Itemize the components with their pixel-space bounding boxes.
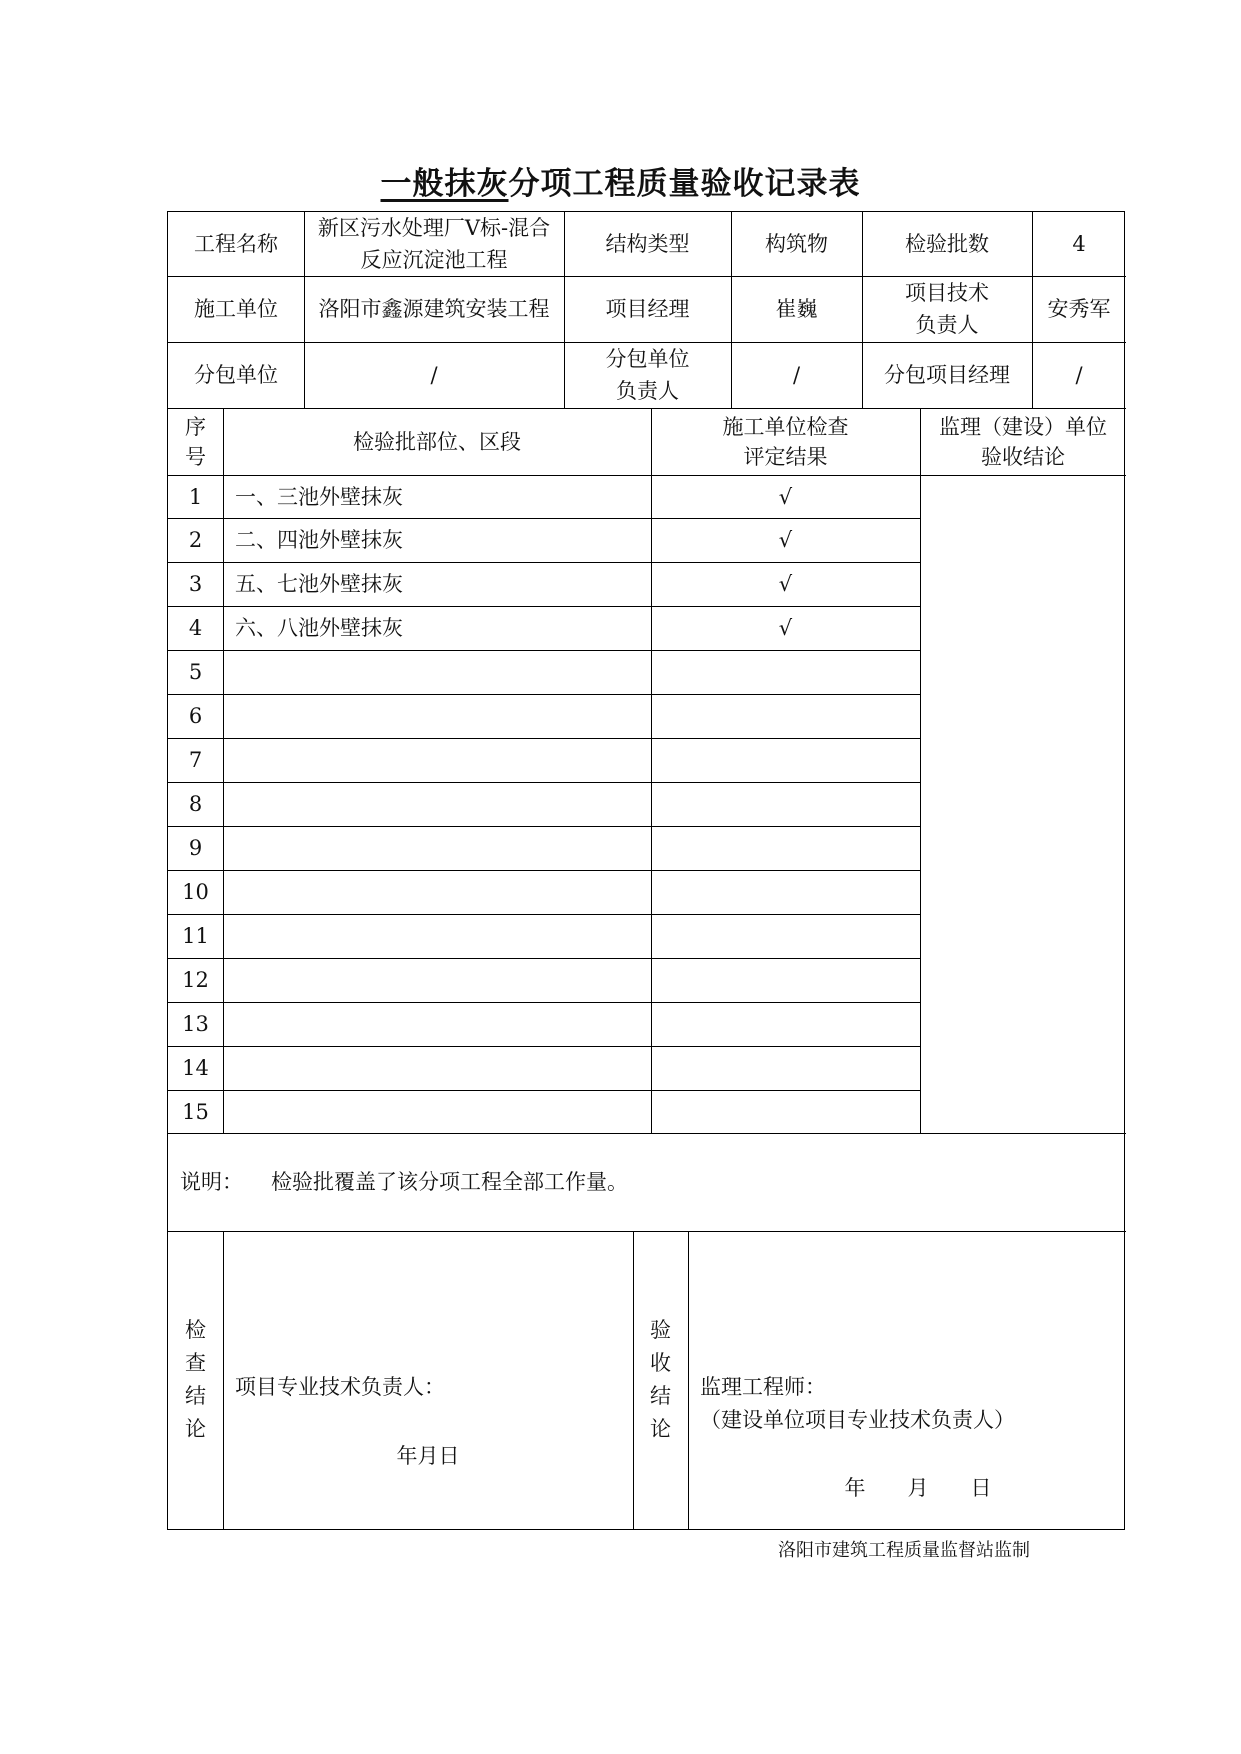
row-seq: 6 <box>188 704 203 728</box>
batch-count-value: 4 <box>1072 232 1086 256</box>
row-seq: 11 <box>182 924 209 948</box>
contractor-value: 洛阳市鑫源建筑安装工程 <box>318 297 550 321</box>
contractor-label: 施工单位 <box>194 297 278 321</box>
check-date: 年月日 <box>396 1444 460 1468</box>
check-signer: 项目专业技术负责人： <box>235 1375 445 1399</box>
row-seq: 10 <box>182 880 209 904</box>
row-result <box>651 826 920 870</box>
row-seq: 1 <box>188 484 203 509</box>
title-text: 分项工程质量验收记录表 <box>508 166 861 202</box>
row-location <box>223 826 651 870</box>
project-name-value: 新区污水处理厂Ⅴ标-混合反应沉淀池工程 <box>317 216 551 272</box>
row-seq: 5 <box>188 660 203 684</box>
col-location-header: 检验批部位、区段 <box>353 429 521 454</box>
col-check-header: 施工单位检查评定结果 <box>722 414 849 469</box>
subcontractor-value: / <box>430 363 438 387</box>
row-result <box>651 914 920 958</box>
note-label: 说明： <box>180 1170 243 1194</box>
row-result <box>651 738 920 782</box>
page-title <box>0 158 1241 203</box>
row-location <box>223 958 651 1002</box>
check-conclusion-label: 检查结论 <box>185 1318 206 1441</box>
sub-project-manager-value: / <box>1075 363 1083 387</box>
row-result: √ <box>778 572 793 596</box>
row-result <box>651 1002 920 1046</box>
structure-type-label: 结构类型 <box>605 232 690 256</box>
row-location <box>223 738 651 782</box>
row-location: 五、七池外壁抹灰 <box>235 572 403 596</box>
title-item-name: 一般抹灰 <box>380 166 509 202</box>
accept-signer-sub: （建设单位项目专业技术负责人） <box>700 1408 1015 1432</box>
accept-date: 年 月 日 <box>844 1476 992 1500</box>
row-result <box>651 1090 920 1133</box>
row-seq: 14 <box>182 1056 209 1080</box>
accept-signer: 监理工程师： <box>700 1375 826 1399</box>
footer-issuer: 洛阳市建筑工程质量监督站监制 <box>778 1540 1030 1561</box>
row-result: √ <box>778 484 793 509</box>
tech-lead-value: 安秀军 <box>1047 297 1111 321</box>
row-result <box>651 1046 920 1090</box>
col-acceptance-header: 监理（建设）单位验收结论 <box>939 414 1107 469</box>
row-location <box>223 1002 651 1046</box>
subcontractor-lead-value: / <box>792 363 801 387</box>
subcontractor-lead-label: 分包单位负责人 <box>605 347 690 403</box>
project-manager-value: 崔巍 <box>775 297 818 321</box>
accept-conclusion-label: 验收结论 <box>650 1318 671 1441</box>
tech-lead-label: 项目技术负责人 <box>905 281 989 337</box>
row-seq: 13 <box>182 1012 209 1036</box>
row-seq: 2 <box>188 528 203 552</box>
row-seq: 4 <box>188 616 203 640</box>
row-result <box>651 958 920 1002</box>
row-location <box>223 782 651 826</box>
row-seq: 9 <box>188 836 203 860</box>
row-result <box>651 694 920 738</box>
row-location <box>223 1090 651 1133</box>
subcontractor-label: 分包单位 <box>194 363 278 387</box>
structure-type-value: 构筑物 <box>765 232 828 256</box>
row-location <box>223 694 651 738</box>
row-location: 一、三池外壁抹灰 <box>235 484 403 509</box>
sub-project-manager-label: 分包项目经理 <box>884 363 1010 387</box>
row-location <box>223 870 651 914</box>
row-seq: 15 <box>182 1099 209 1124</box>
row-location: 六、八池外壁抹灰 <box>235 616 403 640</box>
row-seq: 8 <box>188 792 203 816</box>
row-location <box>223 914 651 958</box>
row-seq: 3 <box>188 572 203 596</box>
row-location <box>223 1046 651 1090</box>
row-location: 二、四池外壁抹灰 <box>235 528 403 552</box>
inspection-form <box>167 211 1125 1530</box>
batch-count-label: 检验批数 <box>905 232 989 256</box>
project-manager-label: 项目经理 <box>605 297 690 321</box>
row-seq: 7 <box>188 748 203 772</box>
row-result: √ <box>778 616 793 640</box>
row-result: √ <box>778 528 793 552</box>
col-seq-header: 序号 <box>185 414 206 469</box>
row-result <box>651 782 920 826</box>
row-result <box>651 870 920 914</box>
note-row <box>168 1133 1126 1231</box>
row-location <box>223 650 651 694</box>
project-name-label: 工程名称 <box>194 232 278 256</box>
note-text: 检验批覆盖了该分项工程全部工作量。 <box>271 1170 628 1194</box>
row-result <box>651 650 920 694</box>
row-seq: 12 <box>182 968 209 992</box>
